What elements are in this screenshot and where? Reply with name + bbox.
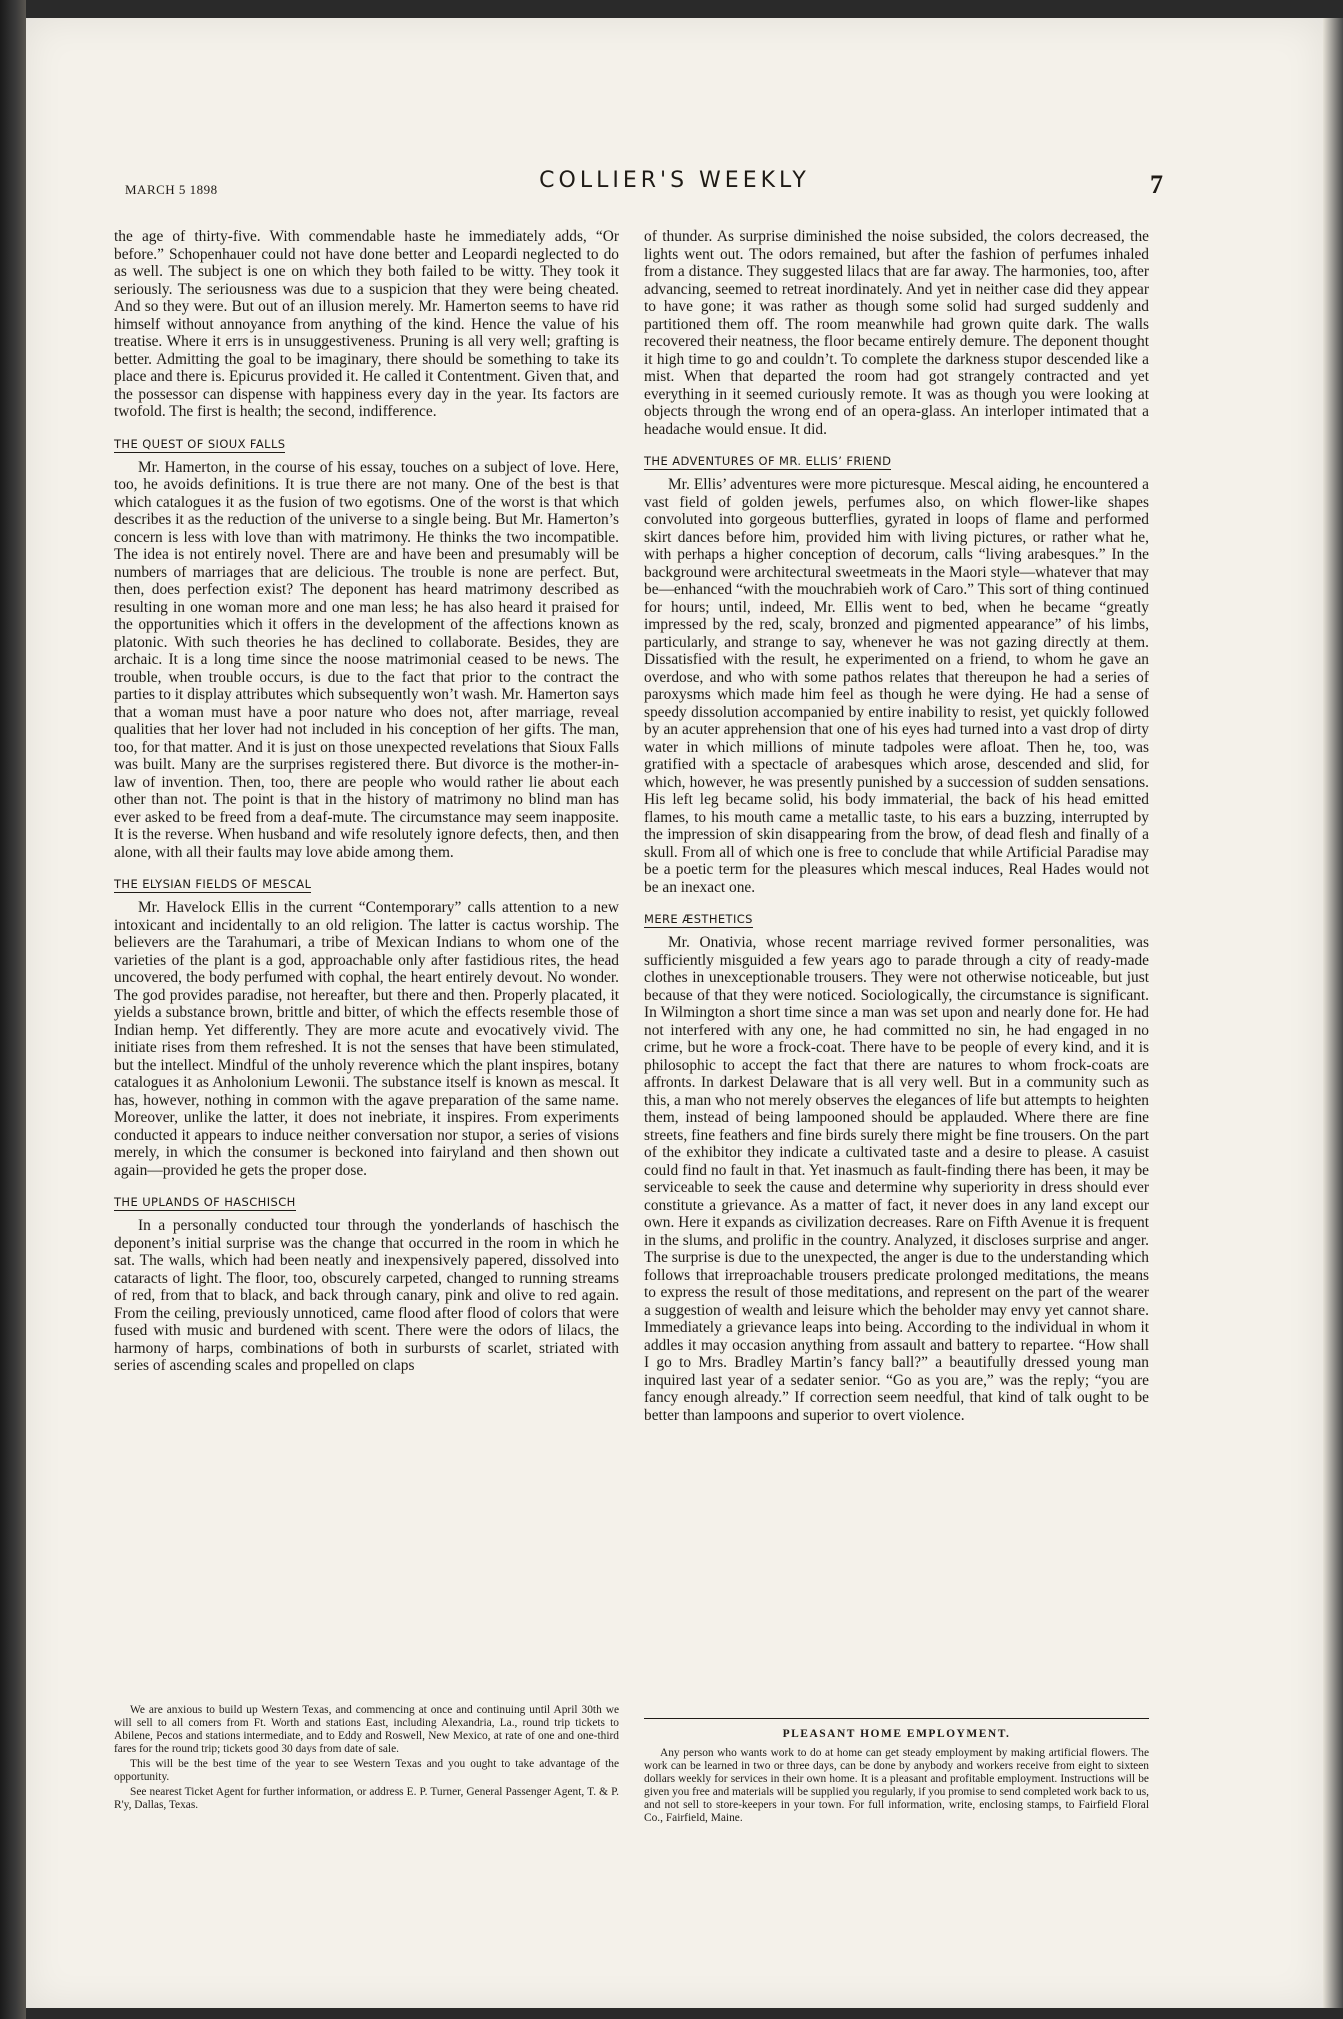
issue-date: MARCH 5 1898 (125, 182, 218, 197)
section-quest-of-sioux-falls (114, 421, 619, 862)
section-body: In a personally conducted tour through the yonderlands of haschisch the deponent’s initial surprise was the change that occurred in the room in which he sat. The walls, which had been neatly and inexpensively papered, dissolved into cataracts of light. The floor, too, obscurely carpeted, changed to running streams of red, from that to black, and back through canary, pink and olive to red again. From the ceiling, previously unnoticed, came flood after flood of colors that were fused with music and burdened with scent. There were the odors of lilacs, the harmony of harps, combinations of both in surbursts of scarlet, striated with series of ascending scales and propelled on claps (114, 1217, 619, 1374)
scan-edge (1323, 18, 1343, 2008)
section-body: Mr. Ellis’ adventures were more picturesque. Mescal aiding, he encountered a vast field of golden jewels, perfumes also, on which flower-like shapes convoluted into gorgeous butterflies, gyrated in loops of flame and performed skirt dances before him, provided him with living pictures, or rather what he, with perhaps a higher conception of decorum, calls “living arabesques.” In the background were architectural sweetmeats in the Maori style—whatever that may be—enhanced “with the mouchrabieh work of Caro.” This sort of thing continued for hours; until, indeed, Mr. Ellis went to bed, when he became “greatly impressed by the red, scaly, bronzed and pigmented appearance” of his limbs, particularly, and strange to say, whenever he was not gazing directly at them. Dissatisfied with the result, he experimented on a friend, to whom he gave an overdose, and who with some pathos relates that thereupon he had a series of paroxysms which made him feel as though he were dying. He had a sense of speedy dissolution accompanied by entire inability to resist, yet quickly followed by an acuter apprehension that one of his eyes had turned into a vast drop of dirty water in which millions of minute tadpoles were afloat. Then he, too, was gratified with a spectacle of arabesques which arose, descended and slid, for which, however, he was presently punished by a succession of sudden sensations. His left leg became solid, his body immaterial, the back of his head emitted flames, to his mouth came a metallic taste, to his ears a buzzing, interrupted by the impression of skin disappearing from the brow, of dead flesh and finally of a skull. From all of which one is free to conclude that while Artificial Paradise may be a poetic term for the pleasures which mescal induces, Real Hades would not be an inexact one. (644, 476, 1149, 896)
newspaper-page (26, 18, 1323, 2008)
section-heading: THE ELYSIAN FIELDS OF MESCAL (114, 877, 312, 891)
page-number: 7 (1150, 170, 1163, 199)
section-adventures-of-mr-ellis-friend (644, 438, 1149, 896)
section-heading: MERE ÆSTHETICS (644, 912, 753, 926)
page-header (26, 168, 1323, 208)
section-mere-aesthetics (644, 896, 1149, 1424)
scan-edge (0, 0, 26, 2019)
section-body: Mr. Havelock Ellis in the current “Contemporary” calls attention to a new intoxicant and incidentally to an old religion. The latter is cactus worship. The believers are the Tarahumari, a tribe of Mexican Indians to whom one of the varieties of the plant is a god, approachable only after fastidious rites, the head uncovered, the body perfumed with cophal, the heart entirely devout. No wonder. The god provides paradise, not hereafter, but there and then. Properly placated, it yields a substance brown, brittle and bitter, of which the effects resemble those of Indian hemp. Yet differently. They are more acute and evocatively vivid. The initiate rises from them refreshed. It is not the senses that have been stimulated, but the intellect. Mindful of the unholy reverence which the plant inspires, botany catalogues it as Anholonium Lewonii. The substance itself is known as mescal. It has, however, nothing in common with the agave preparation of the same name. Moreover, unlike the latter, it does not inebriate, it inspires. From experiments conducted it appears to induce neither conversation nor stupor, a series of visions merely, in which the consumer is beckoned into fairyland and then shown out again—provided he gets the proper dose. (114, 899, 619, 1179)
ad-paragraph: Any person who wants work to do at home can get steady employment by making artificial flowers. The work can be learned in two or three days, can be done by anybody and workers receive from eight to sixteen dollars weekly for services in their own home. It is a pleasant and profitable employment. Instructions will be given you free and materials will be supplied you regularly, if you promise to send completed work back to us, and not sell to store-keepers in your town. For full information, write, enclosing stamps, to Fairfield Floral Co., Fairfield, Maine. (644, 1747, 1149, 1824)
section-heading: THE UPLANDS OF HASCHISCH (114, 1195, 296, 1209)
advertisement-western-texas (114, 1704, 619, 1814)
left-column (114, 228, 619, 1375)
left-intro-paragraph: the age of thirty-five. With commendable haste he immediately adds, “Or before.” Schopenhauer could not have done better and Leopardi neglected to do as well. The subject is one on which they both failed to be witty. They took it seriously. The seriousness was due to a suspicion that they were being cheated. And so they were. But out of an illusion merely. Mr. Hamerton seems to have rid himself without annoyance from anything of the kind. Hence the value of his treatise. Where it errs is in unsuggestiveness. Pruning is all very well; grafting is better. Admitting the goal to be imaginary, there should be something to take its place and there is. Epicurus provided it. He called it Contentment. Given that, and the possessor can dispense with happiness every day in the year. Its factors are twofold. The first is health; the second, indifference. (114, 228, 619, 420)
section-heading: THE QUEST OF SIOUX FALLS (114, 436, 286, 451)
ad-title: PLEASANT HOME EMPLOYMENT. (782, 1728, 1011, 1740)
right-intro-paragraph: of thunder. As surprise diminished the noise subsided, the colors decreased, the lights went out. The odors remained, but after the fashion of perfumes inhaled from a distance. They suggested lilacs that are far away. The harmonies, too, after advancing, seemed to retreat inordinately. And yet in neither case did they appear to have gone; it was rather as though some solid had surged suddenly and partitioned them off. The room meanwhile had grown quite dark. The walls recovered their neatness, the floor became entirely demure. The deponent thought it high time to go and couldn’t. To complete the darkness stupor descended like a mist. When that departed the room had got strangely contracted and yet everything in it seemed curiously remote. It was as though you were looking at objects through the wrong end of an opera-glass. An interloper intimated that a headache would ensue. It did. (644, 228, 1149, 438)
section-uplands-of-haschisch (114, 1179, 619, 1375)
section-elysian-fields-of-mescal (114, 861, 619, 1179)
right-column (644, 228, 1149, 1424)
publication-title: COLLIER'S WEEKLY (539, 168, 810, 193)
advertisement-home-employment (644, 1728, 1149, 1827)
ad-paragraph: This will be the best time of the year to see Western Texas and you ought to take advantage of the opportunity. (114, 1758, 619, 1783)
section-body: Mr. Hamerton, in the course of his essay, touches on a subject of love. Here, too, he avoids definitions. It is true there are not many. One of the best is that which catalogues it as the fusion of two egotisms. One of the worst is that which describes it as the reduction of the universe to a single being. But Mr. Hamerton’s concern is less with love than with matrimony. He thinks the two incompatible. The idea is not entirely novel. There are and have been and presumably will be numbers of marriages that are delicious. The trouble is none are perfect. But, then, does perfection exist? The deponent has heard matrimony described as resulting in one woman more and one man less; he has also heard it praised for the opportunities which it offers in the development of the affections known as platonic. With such theories he has declined to collaborate. Besides, they are archaic. It is a long time since the noose matrimonial ceased to be news. The trouble, when trouble occurs, is due to the fact that prior to the contract the parties to it display attributes which subsequently won’t wash. Mr. Hamerton says that a woman must have a poor nature who does not, after marriage, reveal qualities that her lover had not included in his conception of her gifts. The man, too, for that matter. And it is just on those unexpected revelations that Sioux Falls was built. Many are the surprises registered there. But divorce is the mother-in-law of invention. Then, too, there are people who would rather lie about each other than not. The point is that in the history of matrimony no blind man has ever asked to be freed from a deaf-mute. The circumstance may seem inapposite. It is the reverse. When husband and wife resolutely ignore defects, then, and then alone, with all their faults may love abide among them. (114, 458, 619, 861)
ad-paragraph: We are anxious to build up Western Texas, and commencing at once and continuing until April 30th we will sell to all comers from Ft. Worth and stations East, including Alexandria, La., round trip tickets to Abilene, Pecos and stations intermediate, and to Eddy and Roswell, New Mexico, at rate of one and one-third fares for the round trip; tickets good 30 days from date of sale. (114, 1704, 619, 1755)
section-heading: THE ADVENTURES OF MR. ELLIS’ FRIEND (644, 454, 892, 468)
ad-paragraph: See nearest Ticket Agent for further information, or address E. P. Turner, General Passenger Agent, T. & P. R'y, Dallas, Texas. (114, 1786, 619, 1811)
divider-rule (644, 1718, 1149, 1719)
section-body: Mr. Onativia, whose recent marriage revived former personalities, was sufficiently misguided a few years ago to parade through a city of ready-made clothes in unexceptionable trousers. They were not otherwise noticeable, but just because of that they were noticed. Sociologically, the circumstance is significant. In Wilmington a short time since a man was set upon and nearly done for. He had not interfered with any one, he had committed no sin, he had engaged in no crime, but he wore a frock-coat. There have to be people of every kind, and it is philosophic to accept the fact that there are natures to whom frock-coats are affronts. In darkest Delaware that is all very well. But in a community such as this, a man who not merely observes the elegances of life but attempts to heighten them, instead of being lampooned should be applauded. Where there are fine streets, fine feathers and fine birds surely there might be fine trousers. On the part of the exhibitor they indicate a cultivated taste and a desire to please. A casuist could find no fault in that. Yet inasmuch as fault-finding there has been, it may be serviceable to seek the cause and determine why superiority in dress should ever constitute a grievance. As a matter of fact, it never does in any land except our own. Here it expands as civilization decreases. Rare on Fifth Avenue it is frequent in the slums, and prolific in the country. Analyzed, it discloses surprise and anger. The surprise is due to the unexpected, the anger is due to the understanding which follows that irreproachable trousers predicate prolonged meditations, the means to express the result of those meditations, and represent on the part of the wearer a suggestion of wealth and leisure which the beholder may envy yet cannot share. Immediately a grievance leaps into being. According to the individual in whom it addles it may occasion anything from assault and battery to repartee. “How shall I go to Mrs. Bradley Martin’s fancy ball?” a beautifully dressed young man inquired last year of a sedater senior. “Go as you are,” was the reply; “you are fancy enough already.” If correction seem needful, that kind of talk ought to be better than lampoons and superior to overt violence. (644, 934, 1149, 1424)
